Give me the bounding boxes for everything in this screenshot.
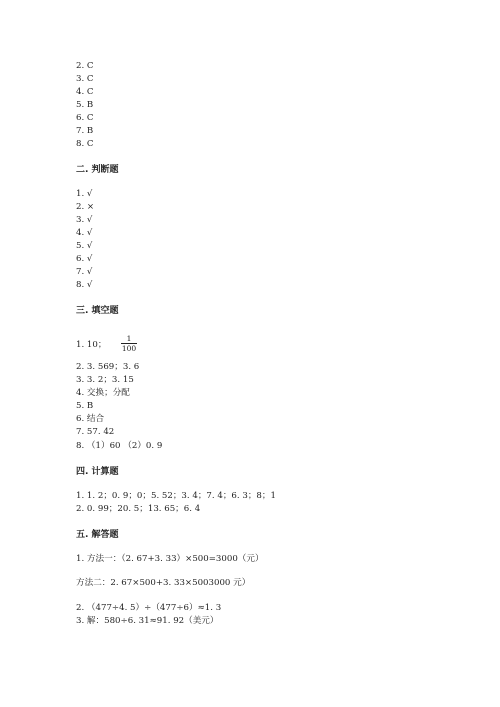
judge-answer-1: 1. √ [76,189,93,199]
fraction [121,334,137,353]
choice-answer-7: 7. B [76,126,94,136]
judge-answer-3: 3. √ [76,215,93,225]
choice-answer-4: 4. C [76,87,94,97]
solve-answer-1-method2: 方法二：2. 67×500+3. 33×5003000 元） [76,578,251,588]
judge-answer-7: 7. √ [76,267,93,277]
fraction-numerator: 1 [121,334,137,344]
solve-answer-1-method1: 1. 方法一：（2. 67+3. 33）×500=3000（元） [76,554,264,564]
judge-answer-5: 5. √ [76,241,93,251]
fill-answer-6: 6. 结合 [76,414,105,424]
choice-answer-6: 6. C [76,113,94,123]
choice-answer-5: 5. B [76,100,94,110]
fill-answer-1: 1. 10； [76,340,107,350]
judge-answer-8: 8. √ [76,280,93,290]
choice-answer-2: 2. C [76,61,94,71]
fill-answer-5: 5. B [76,401,94,411]
judge-answer-4: 4. √ [76,228,93,238]
calc-answer-2: 2. 0. 99；20. 5；13. 65；6. 4 [76,504,201,514]
solve-answer-2: 2. （477÷4. 5）÷（477÷6）≈1. 3 [76,603,222,613]
choice-answer-3: 3. C [76,74,94,84]
fill-answer-7: 7. 57. 42 [76,427,115,437]
calc-answer-1: 1. 1. 2；0. 9；0；5. 52；3. 4；7. 4；6. 3；8；1 [76,491,276,501]
section-title-solve: 五. 解答题 [76,530,119,540]
fill-answer-4: 4. 交换；分配 [76,388,130,398]
fill-answer-2: 2. 3. 569；3. 6 [76,362,140,372]
fill-answer-8: 8. （1）60 （2）0. 9 [76,441,163,451]
section-title-judge: 二. 判断题 [76,165,119,175]
fill-answer-3: 3. 3. 2；3. 15 [76,375,134,385]
judge-answer-6: 6. √ [76,254,93,264]
fraction-denominator: 100 [121,344,137,353]
section-title-calc: 四. 计算题 [76,467,119,477]
choice-answer-8: 8. C [76,139,94,149]
judge-answer-2: 2. × [76,202,95,212]
section-title-fill: 三. 填空题 [76,306,119,316]
solve-answer-3: 3. 解：580÷6. 31≈91. 92（美元） [76,616,219,626]
